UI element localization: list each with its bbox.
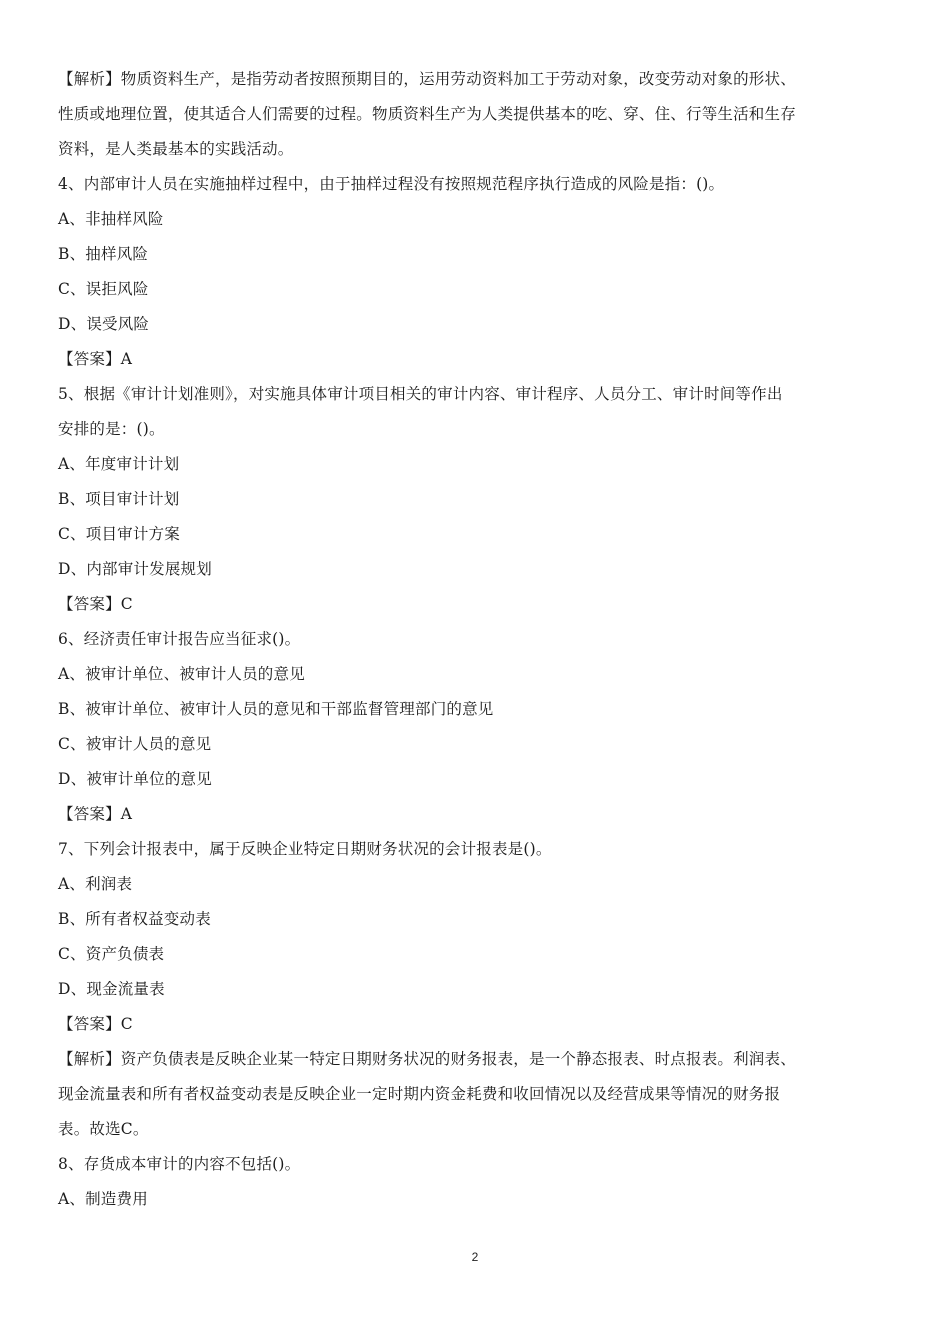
question-text-continued: 安排的是：()。: [58, 420, 165, 438]
question-6: [58, 622, 890, 832]
text-line: 【解析】物质资料生产，是指劳动者按照预期目的，运用劳动资料加工于劳动对象，改变劳动对象的形状、: [58, 70, 796, 88]
answer: 【答案】C: [58, 595, 133, 613]
question-5: [58, 377, 890, 622]
answer: 【答案】A: [58, 805, 133, 823]
text-line: 性质或地理位置，使其适合人们需要的过程。物质资料生产为人类提供基本的吃、穿、住、行等生活和生存: [58, 105, 796, 123]
question-text: 5、根据《审计计划准则》，对实施具体审计项目相关的审计内容、审计程序、人员分工、审计时间等作出: [58, 385, 783, 403]
option-a: A、被审计单位、被审计人员的意见: [58, 665, 305, 683]
analysis-paragraph: [58, 62, 890, 167]
option-b: B、项目审计计划: [58, 490, 180, 508]
question-text: 4、内部审计人员在实施抽样过程中，由于抽样过程没有按照规范程序执行造成的风险是指：()。: [58, 175, 725, 193]
option-b: B、所有者权益变动表: [58, 910, 211, 928]
option-a: A、利润表: [58, 875, 133, 893]
option-a: A、年度审计计划: [58, 455, 180, 473]
answer: 【答案】C: [58, 1015, 133, 1033]
option-d: D、现金流量表: [58, 980, 165, 998]
analysis-paragraph: [58, 1042, 890, 1147]
text-line: 资料，是人类最基本的实践活动。: [58, 140, 294, 158]
option-c: C、误拒风险: [58, 280, 149, 298]
document-page: [58, 62, 890, 1217]
option-b: B、被审计单位、被审计人员的意见和干部监督管理部门的意见: [58, 700, 494, 718]
text-line: 现金流量表和所有者权益变动表是反映企业一定时期内资金耗费和收回情况以及经营成果等情况的财务报: [58, 1085, 781, 1103]
option-c: C、资产负债表: [58, 945, 165, 963]
option-b: B、抽样风险: [58, 245, 149, 263]
option-d: D、被审计单位的意见: [58, 770, 212, 788]
answer: 【答案】A: [58, 350, 133, 368]
question-7: [58, 832, 890, 1147]
option-d: D、内部审计发展规划: [58, 560, 212, 578]
question-4: [58, 167, 890, 377]
text-line: 表。故选C。: [58, 1120, 149, 1138]
option-a: A、非抽样风险: [58, 210, 164, 228]
text-line: 【解析】资产负债表是反映企业某一特定日期财务状况的财务报表，是一个静态报表、时点报表。利润表、: [58, 1050, 796, 1068]
question-text: 7、下列会计报表中，属于反映企业特定日期财务状况的会计报表是()。: [58, 840, 552, 858]
question-text: 6、经济责任审计报告应当征求()。: [58, 630, 301, 648]
question-text: 8、存货成本审计的内容不包括()。: [58, 1155, 301, 1173]
option-d: D、误受风险: [58, 315, 150, 333]
option-c: C、被审计人员的意见: [58, 735, 212, 753]
option-a: A、制造费用: [58, 1190, 148, 1208]
option-c: C、项目审计方案: [58, 525, 180, 543]
question-8: [58, 1147, 890, 1217]
page-number: 2: [471, 1250, 479, 1264]
